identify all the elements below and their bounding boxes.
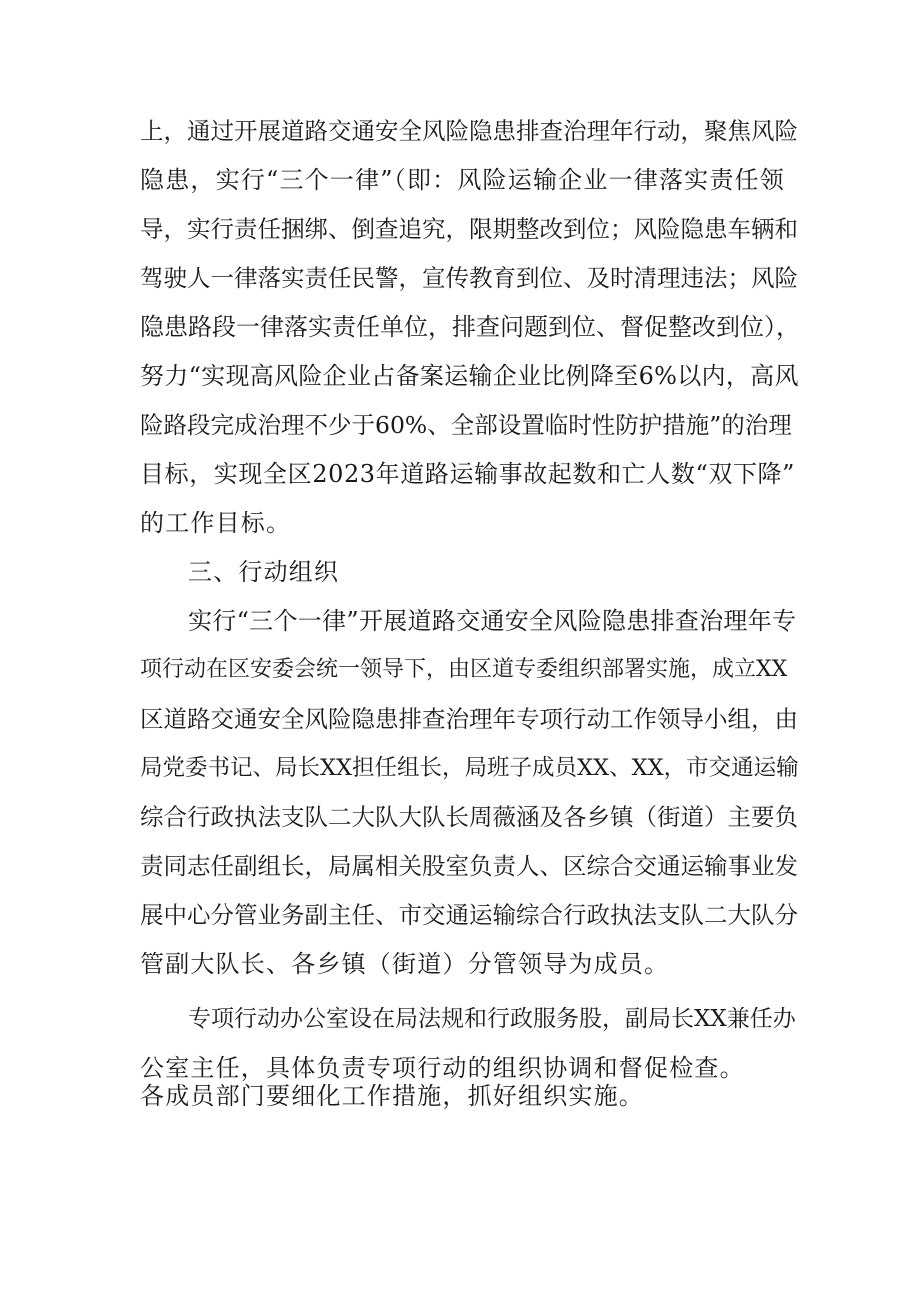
text-line: 的工作目标。 bbox=[140, 509, 292, 537]
text-line: 项行动在区安委会统一领导下，由区道专委组织部署实施，成立XX bbox=[140, 657, 788, 682]
text-line: 实行“三个一律”开展道路交通安全风险隐患排查治理年专 bbox=[188, 607, 797, 635]
text-line: 险路段完成治理不少于60%、全部设置临时性防护措施”的治理 bbox=[140, 411, 792, 439]
text-line: 努力“实现高风险企业占备案运输企业比例降至6%以内，高风 bbox=[140, 362, 799, 390]
text-line: 综合行政执法支队二大队大队长周薇涵及各乡镇（街道）主要负 bbox=[140, 803, 798, 831]
text-line: 公室主任，具体负责专项行动的组织协调和督促检查。 bbox=[140, 1054, 745, 1082]
text-line: 目标，实现全区2023年道路运输事故起数和亡人数“双下降” bbox=[140, 460, 796, 488]
text-line: 驾驶人一律落实责任民警，宣传教育到位、及时清理违法；风险 bbox=[140, 264, 798, 292]
text-line: 专项行动办公室设在局法规和行政服务股，副局长XX兼任办 bbox=[188, 1006, 796, 1032]
text-line: 责同志任副组长，局属相关股室负责人、区综合交通运输事业发 bbox=[140, 852, 798, 880]
text-line: 上，通过开展道路交通安全风险隐患排查治理年行动，聚焦风险 bbox=[140, 117, 798, 145]
section-heading: 三、行动组织 bbox=[188, 558, 340, 586]
text-line: 局党委书记、局长XX担任组长，局班子成员XX、XX，市交通运输 bbox=[140, 755, 799, 781]
text-line: 展中心分管业务副主任、市交通运输综合行政执法支队二大队分 bbox=[140, 901, 798, 929]
text-line: 各成员部门要细化工作措施，抓好组织实施。 bbox=[140, 1082, 644, 1110]
text-line: 隐患，实行“三个一律”（即：风险运输企业一律落实责任领 bbox=[140, 166, 785, 194]
text-line: 管副大队长、各乡镇（街道）分管领导为成员。 bbox=[140, 950, 670, 978]
text-line: 隐患路段一律落实责任单位，排查问题到位、督促整改到位）， bbox=[140, 313, 800, 341]
text-line: 区道路交通安全风险隐患排查治理年专项行动工作领导小组，由 bbox=[140, 705, 798, 733]
text-line: 导，实行责任捆绑、倒查追究，限期整改到位；风险隐患车辆和 bbox=[140, 215, 798, 243]
